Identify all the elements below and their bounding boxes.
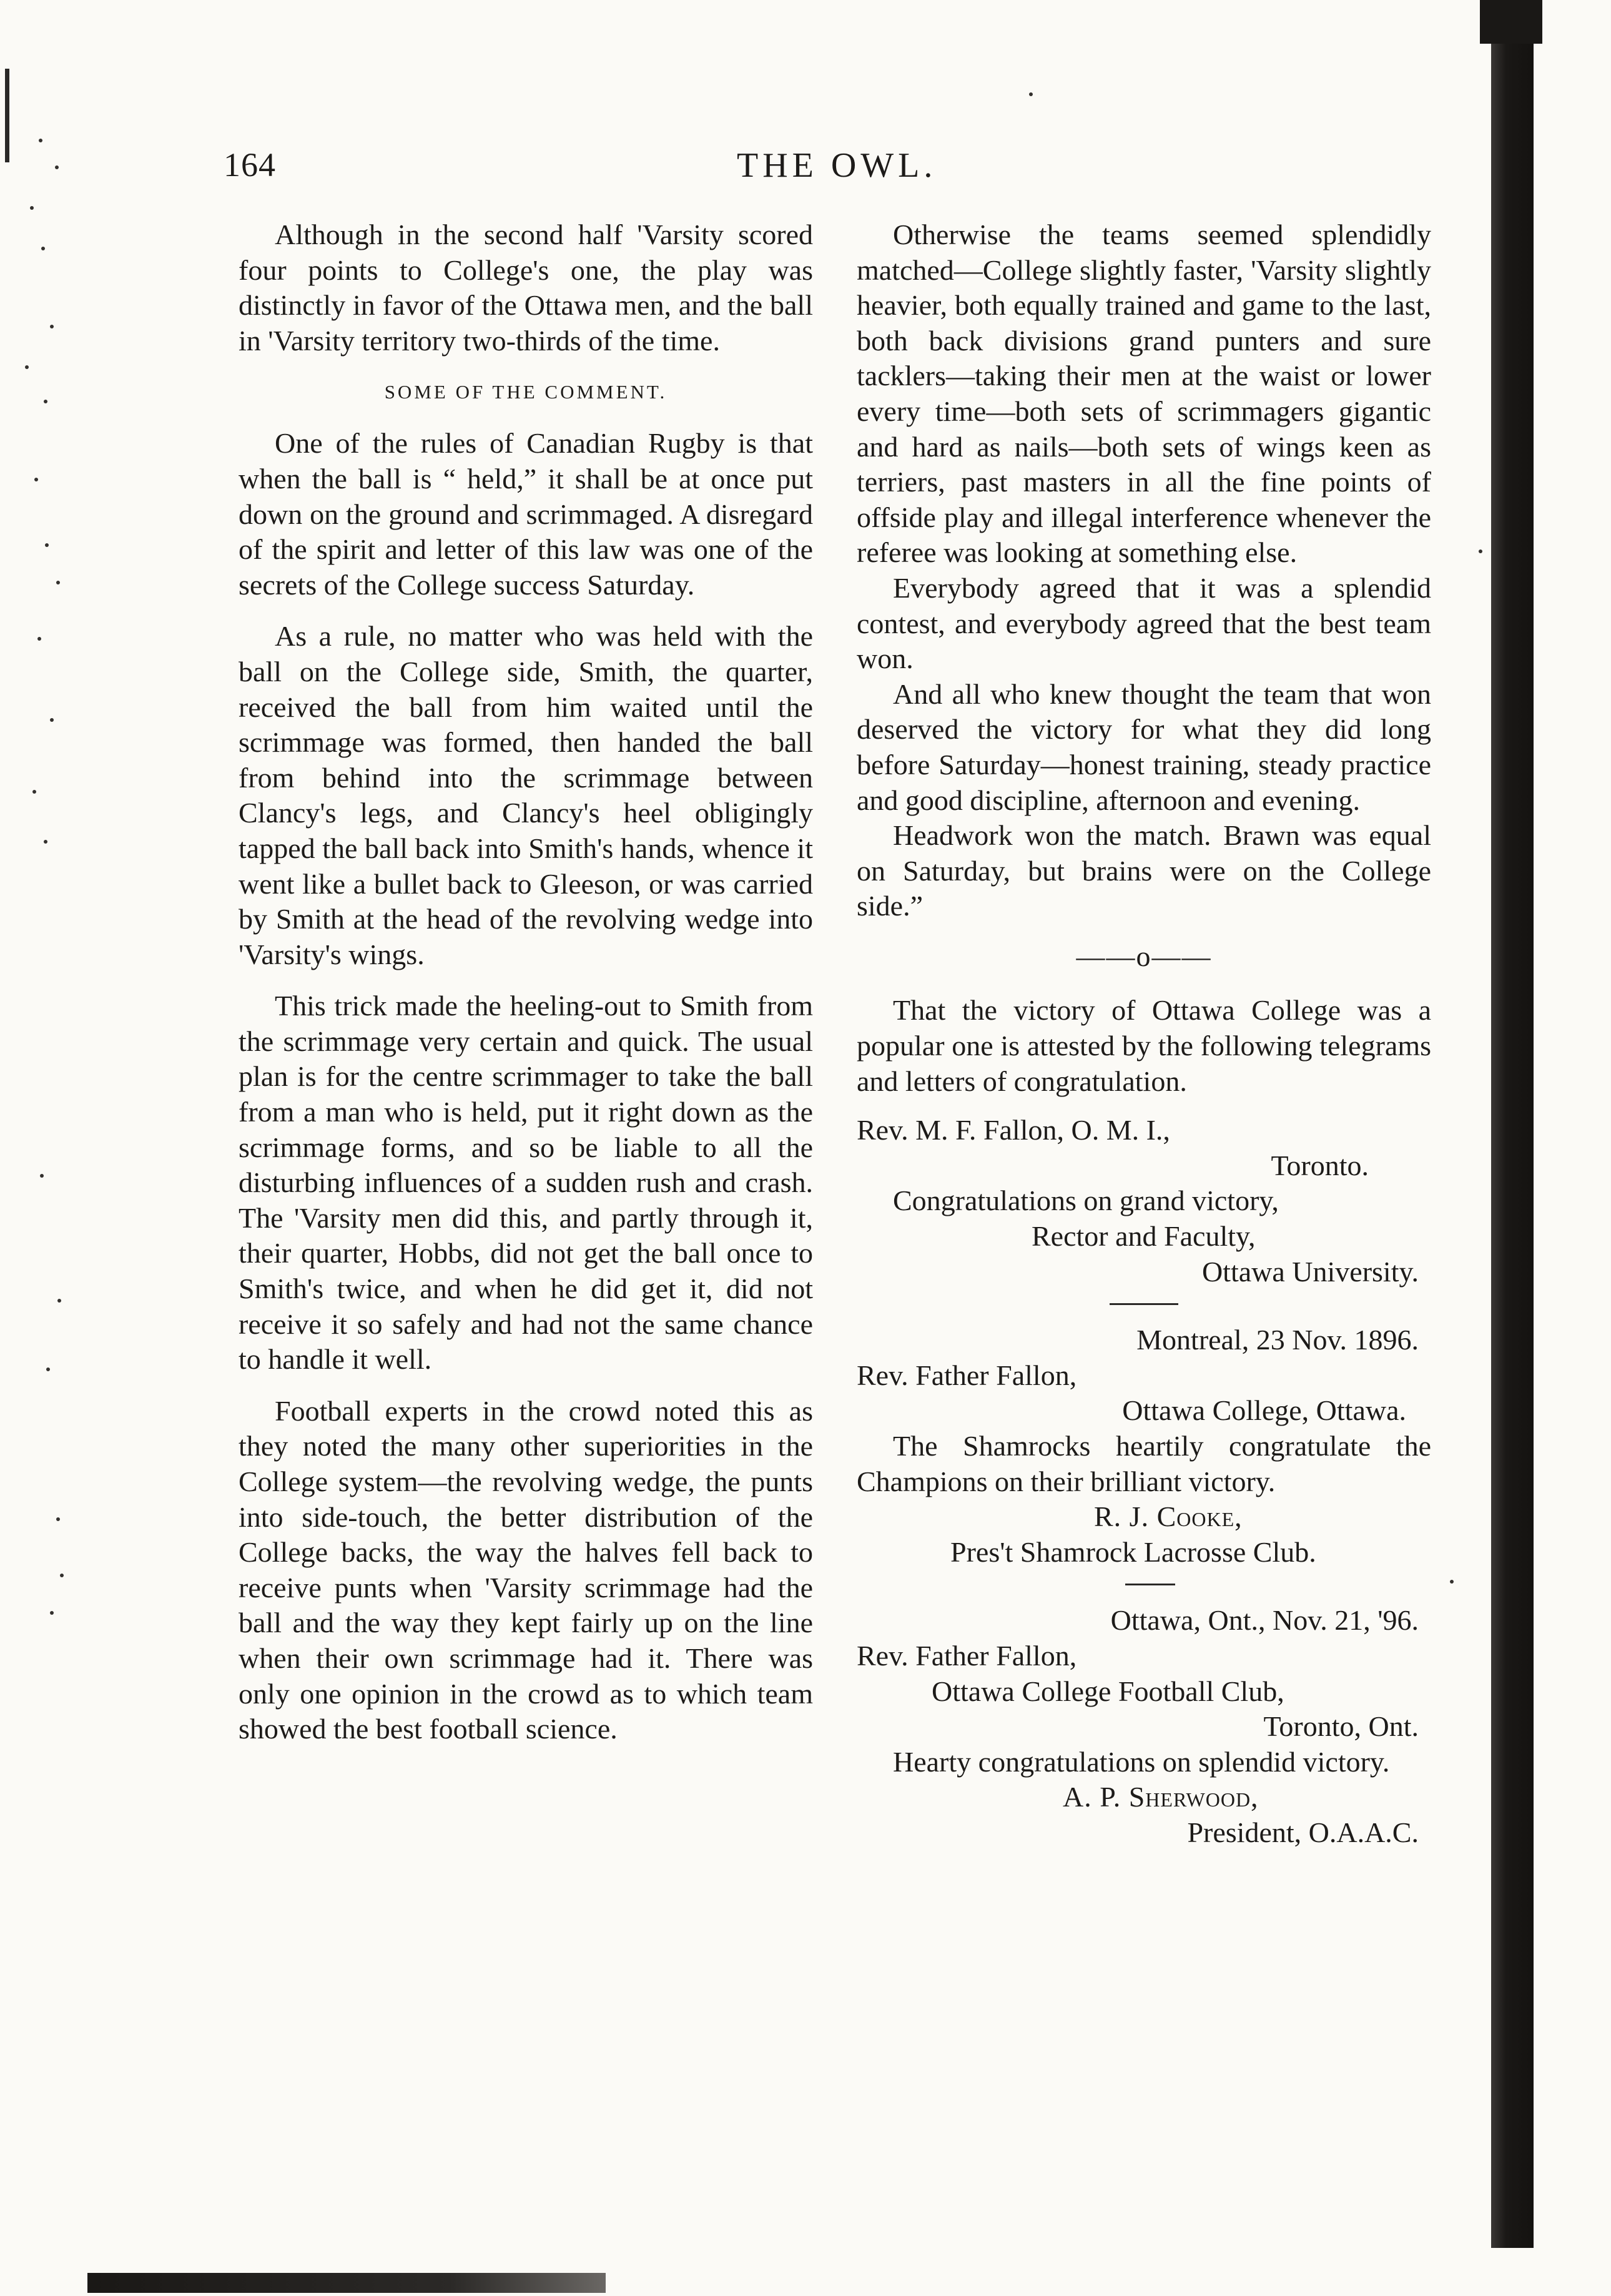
scan-speck: [57, 1299, 61, 1303]
paragraph: This trick made the heeling-out to Smith from the scrimmage very certain and quick. The usual plan is for the centre scrimmager to take the ball from a man who is held, put it right down as the scrimmage forms, and so be liable to all the disturbing influences of a sudden rush and crash. The 'Varsity men did this, and partly through it, their quarter, Hobbs, did not get the ball once to Smith's twice, and when he did get it, did not receive it so safely and had not the same chance to handle it well.: [239, 990, 813, 1376]
letter-shamrocks: [857, 1323, 1431, 1570]
scan-speck: [44, 840, 47, 844]
scan-edge-bottom: [87, 2273, 606, 2293]
scan-speck: [1450, 1580, 1454, 1584]
page-number: 164: [224, 146, 276, 184]
letter-dateline: Montreal, 23 Nov. 1896.: [1136, 1324, 1419, 1356]
scan-speck: [44, 400, 47, 403]
letter-addressee: Rev. Father Fallon,: [857, 1639, 1077, 1672]
scan-edge-left: [5, 69, 9, 162]
scan-speck: [32, 790, 36, 794]
scan-speck: [25, 365, 29, 369]
section-divider: ——o——: [1076, 940, 1212, 972]
telegram-signature: Ottawa University.: [1201, 1255, 1419, 1288]
paragraph: Everybody agreed that it was a splendid contest, and everybody agreed that the best team won.: [857, 571, 1431, 675]
scan-edge-right-top: [1480, 0, 1542, 44]
letter-address: Ottawa College Football Club,: [932, 1675, 1284, 1707]
scan-speck: [41, 247, 45, 250]
scan-speck: [50, 1611, 54, 1615]
paragraph: And all who knew thought the team that won deserved the victory for what they did long before Saturday—honest training, steady practice and good discipline, afternoon and evening.: [857, 677, 1431, 816]
paragraph: Headwork won the match. Brawn was equal on Saturday, but brains were on the College side.”: [857, 819, 1431, 922]
letter-message: The Shamrocks heartily congratulate the Champions on their brilliant victory.: [857, 1430, 1431, 1497]
scan-speck: [50, 325, 54, 328]
letter-dateline: Ottawa, Ont., Nov. 21, '96.: [1110, 1604, 1419, 1637]
letter-sherwood: [857, 1603, 1431, 1850]
scan-speck: [56, 1517, 60, 1521]
running-title: THE OWL.: [737, 146, 937, 185]
paragraph: As a rule, no matter who was held with the ball on the College side, Smith, the quarter, received the ball from him waited until the scrimmage was formed, then handed the ball from behind into the scrimmage between Clancy's legs, and Clancy's heel obligingly tapped the ball back into Smith's hands, whence it went like a bullet back to Gleeson, or was carried by Smith at the head of the revolving wedge into 'Varsity's wings.: [239, 620, 813, 970]
telegram-addressee: Rev. M. F. Fallon, O. M. I.,: [857, 1114, 1170, 1146]
scan-speck: [46, 1367, 50, 1371]
separator-rule: [1110, 1303, 1178, 1305]
letter-signer-title: Pres't Shamrock Lacrosse Club.: [950, 1535, 1316, 1568]
scan-speck: [55, 165, 59, 169]
scan-speck: [60, 1574, 64, 1577]
letter-address: Toronto, Ont.: [1263, 1710, 1419, 1743]
letter-signer: R. J. Cooke,: [1094, 1500, 1243, 1533]
scan-speck: [1029, 92, 1033, 96]
telegram-signature: Rector and Faculty,: [1032, 1220, 1256, 1253]
scan-speck: [34, 478, 38, 481]
scan-speck: [45, 543, 49, 547]
scan-edge-right: [1491, 0, 1534, 2248]
scan-speck: [30, 206, 34, 210]
paragraph: That the victory of Ottawa College was a popular one is attested by the following telegrams and letters of congratulation.: [857, 994, 1431, 1097]
paragraph: Although in the second half 'Varsity scored four points to College's one, the play was distinctly in favor of the Ottawa men, and the ball in 'Varsity territory two-thirds of the time.: [239, 219, 813, 357]
telegram-city: Toronto.: [1271, 1149, 1369, 1181]
telegram-message: Congratulations on grand victory,: [893, 1185, 1279, 1217]
scan-speck: [39, 139, 42, 142]
letter-addressee: Rev. Father Fallon,: [857, 1359, 1077, 1391]
left-column: [239, 217, 813, 1747]
separator-rule: [1125, 1584, 1175, 1585]
paragraph: Football experts in the crowd noted this as they noted the many other superiorities in the College system—the revolving wedge, the punts into side-touch, the better distribution of the College backs, the way the halves fell back to receive punts when 'Varsity scrimmage had the ball and the way they kept fairly up on the line when their own scrimmage had it. There was only one opinion in the crowd as to which team showed the best football science.: [239, 1394, 813, 1745]
telegram-fallon-toronto: [857, 1113, 1431, 1289]
right-column: [857, 217, 1431, 1851]
letter-signer: A. P. Sherwood,: [1063, 1781, 1259, 1813]
scan-speck: [40, 1174, 44, 1178]
letter-message: Hearty congratulations on splendid victory.: [893, 1745, 1390, 1778]
scan-speck: [37, 637, 41, 641]
paragraph: Otherwise the teams seemed splendidly matched—College slightly faster, 'Varsity slightly heavier, both equally trained and game to the last, both back divisions grand punters and sure tacklers—taking their men at the waist or lower every time—both sets of scrimmagers gigantic and hard as nails—both sets of wings keen as terriers, past masters in all the fine points of offside play and illegal interference whenever the referee was looking at something else.: [857, 219, 1431, 569]
scan-speck: [50, 718, 54, 722]
scan-speck: [56, 581, 60, 584]
section-heading: SOME OF THE COMMENT.: [384, 381, 668, 403]
scan-speck: [1479, 549, 1482, 553]
letter-address: Ottawa College, Ottawa.: [1122, 1394, 1406, 1427]
paragraph: One of the rules of Canadian Rugby is that when the ball is “ held,” it shall be at once put down on the ground and scrimmaged. A disregard of the spirit and letter of this law was one of the secrets of the College success Saturday.: [239, 427, 813, 601]
letter-signer-title: President, O.A.A.C.: [1187, 1816, 1419, 1848]
